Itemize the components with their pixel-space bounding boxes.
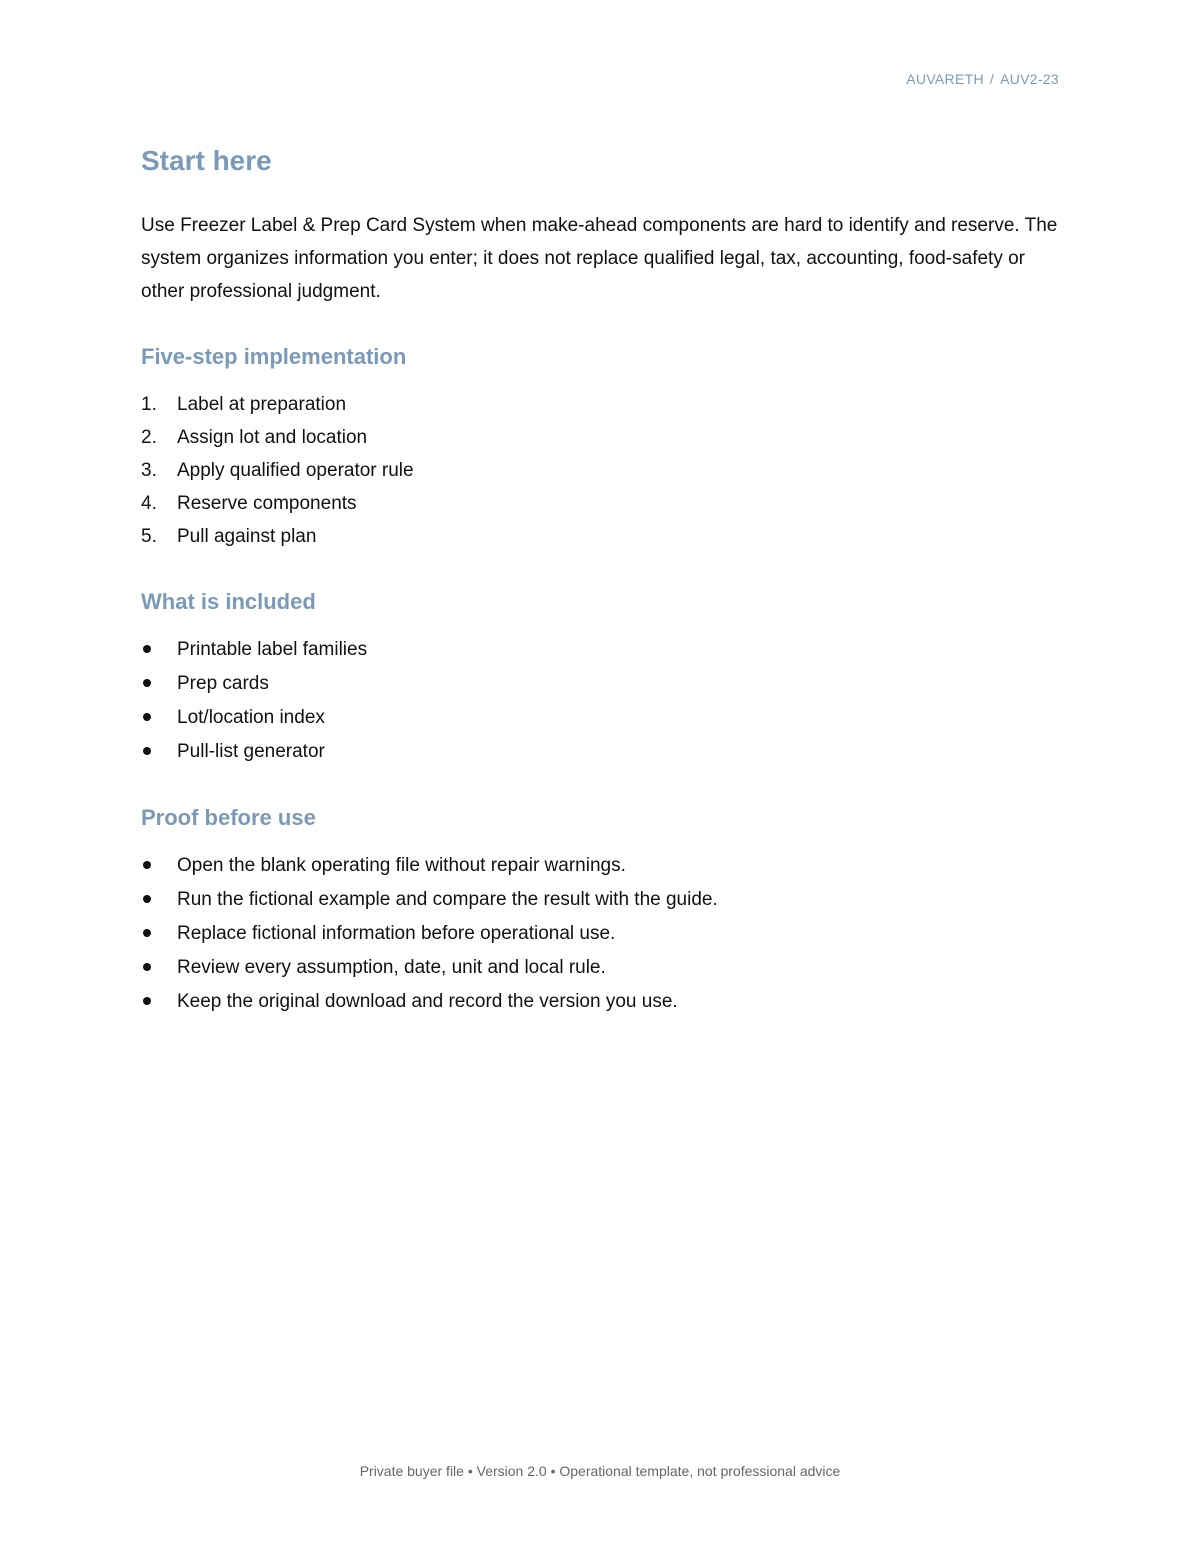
proof-list: [141, 849, 1061, 1019]
list-item: [141, 454, 1061, 487]
bullet-icon: [141, 701, 177, 735]
step-number: 2.: [141, 427, 157, 448]
bullet-icon: [141, 735, 177, 769]
list-item: [141, 633, 1061, 667]
list-item: [141, 520, 1061, 553]
bullet-icon: [141, 633, 177, 667]
proof-item-text: Review every assumption, date, unit and local rule.: [177, 957, 606, 978]
included-item-text: Printable label families: [177, 639, 368, 660]
list-item: [141, 849, 1061, 883]
step-text: Label at preparation: [177, 394, 347, 415]
included-heading: What is included: [141, 589, 316, 614]
document-code: AUV2-23: [1000, 71, 1059, 87]
list-item: [141, 667, 1061, 701]
bullet-icon: [141, 849, 177, 883]
bullet-icon: [141, 951, 177, 985]
brand-name: AUVARETH: [906, 71, 984, 87]
list-item: [141, 985, 1061, 1019]
page-footer: Private buyer file • Version 2.0 • Operational template, not professional advice: [359, 1463, 841, 1479]
bullet-icon: [141, 667, 177, 701]
included-item-text: Prep cards: [177, 673, 269, 694]
page-content: [141, 142, 1061, 1019]
intro-paragraph: Use Freezer Label & Prep Card System when make-ahead components are hard to identify and reserve. The system organizes information you enter; it does not replace qualified legal, tax, accounting, food-safety or other professional judgment.: [141, 215, 1058, 302]
included-item-text: Pull-list generator: [177, 741, 325, 762]
list-item: [141, 735, 1061, 769]
proof-heading: Proof before use: [141, 805, 316, 830]
proof-item-text: Keep the original download and record the version you use.: [177, 991, 678, 1012]
included-item-text: Lot/location index: [177, 707, 325, 728]
step-number: 1.: [141, 394, 157, 415]
page-title: Start here: [141, 145, 272, 176]
document-reference: [906, 71, 1059, 87]
steps-heading: Five-step implementation: [141, 344, 407, 369]
proof-item-text: Run the fictional example and compare the result with the guide.: [177, 889, 718, 910]
bullet-icon: [141, 917, 177, 951]
list-item: [141, 487, 1061, 520]
proof-item-text: Open the blank operating file without repair warnings.: [177, 855, 626, 876]
reference-separator: /: [989, 71, 995, 87]
step-number: 3.: [141, 460, 157, 481]
list-item: [141, 421, 1061, 454]
bullet-icon: [141, 985, 177, 1019]
step-text: Apply qualified operator rule: [177, 460, 414, 481]
step-text: Reserve components: [177, 493, 357, 514]
step-text: Assign lot and location: [177, 427, 368, 448]
list-item: [141, 883, 1061, 917]
bullet-icon: [141, 883, 177, 917]
list-item: [141, 917, 1061, 951]
list-item: [141, 388, 1061, 421]
included-list: [141, 633, 1061, 769]
step-text: Pull against plan: [177, 526, 317, 547]
list-item: [141, 701, 1061, 735]
list-item: [141, 951, 1061, 985]
step-number: 4.: [141, 493, 157, 514]
step-number: 5.: [141, 526, 157, 547]
proof-item-text: Replace fictional information before operational use.: [177, 923, 616, 944]
steps-list: [141, 388, 1061, 553]
